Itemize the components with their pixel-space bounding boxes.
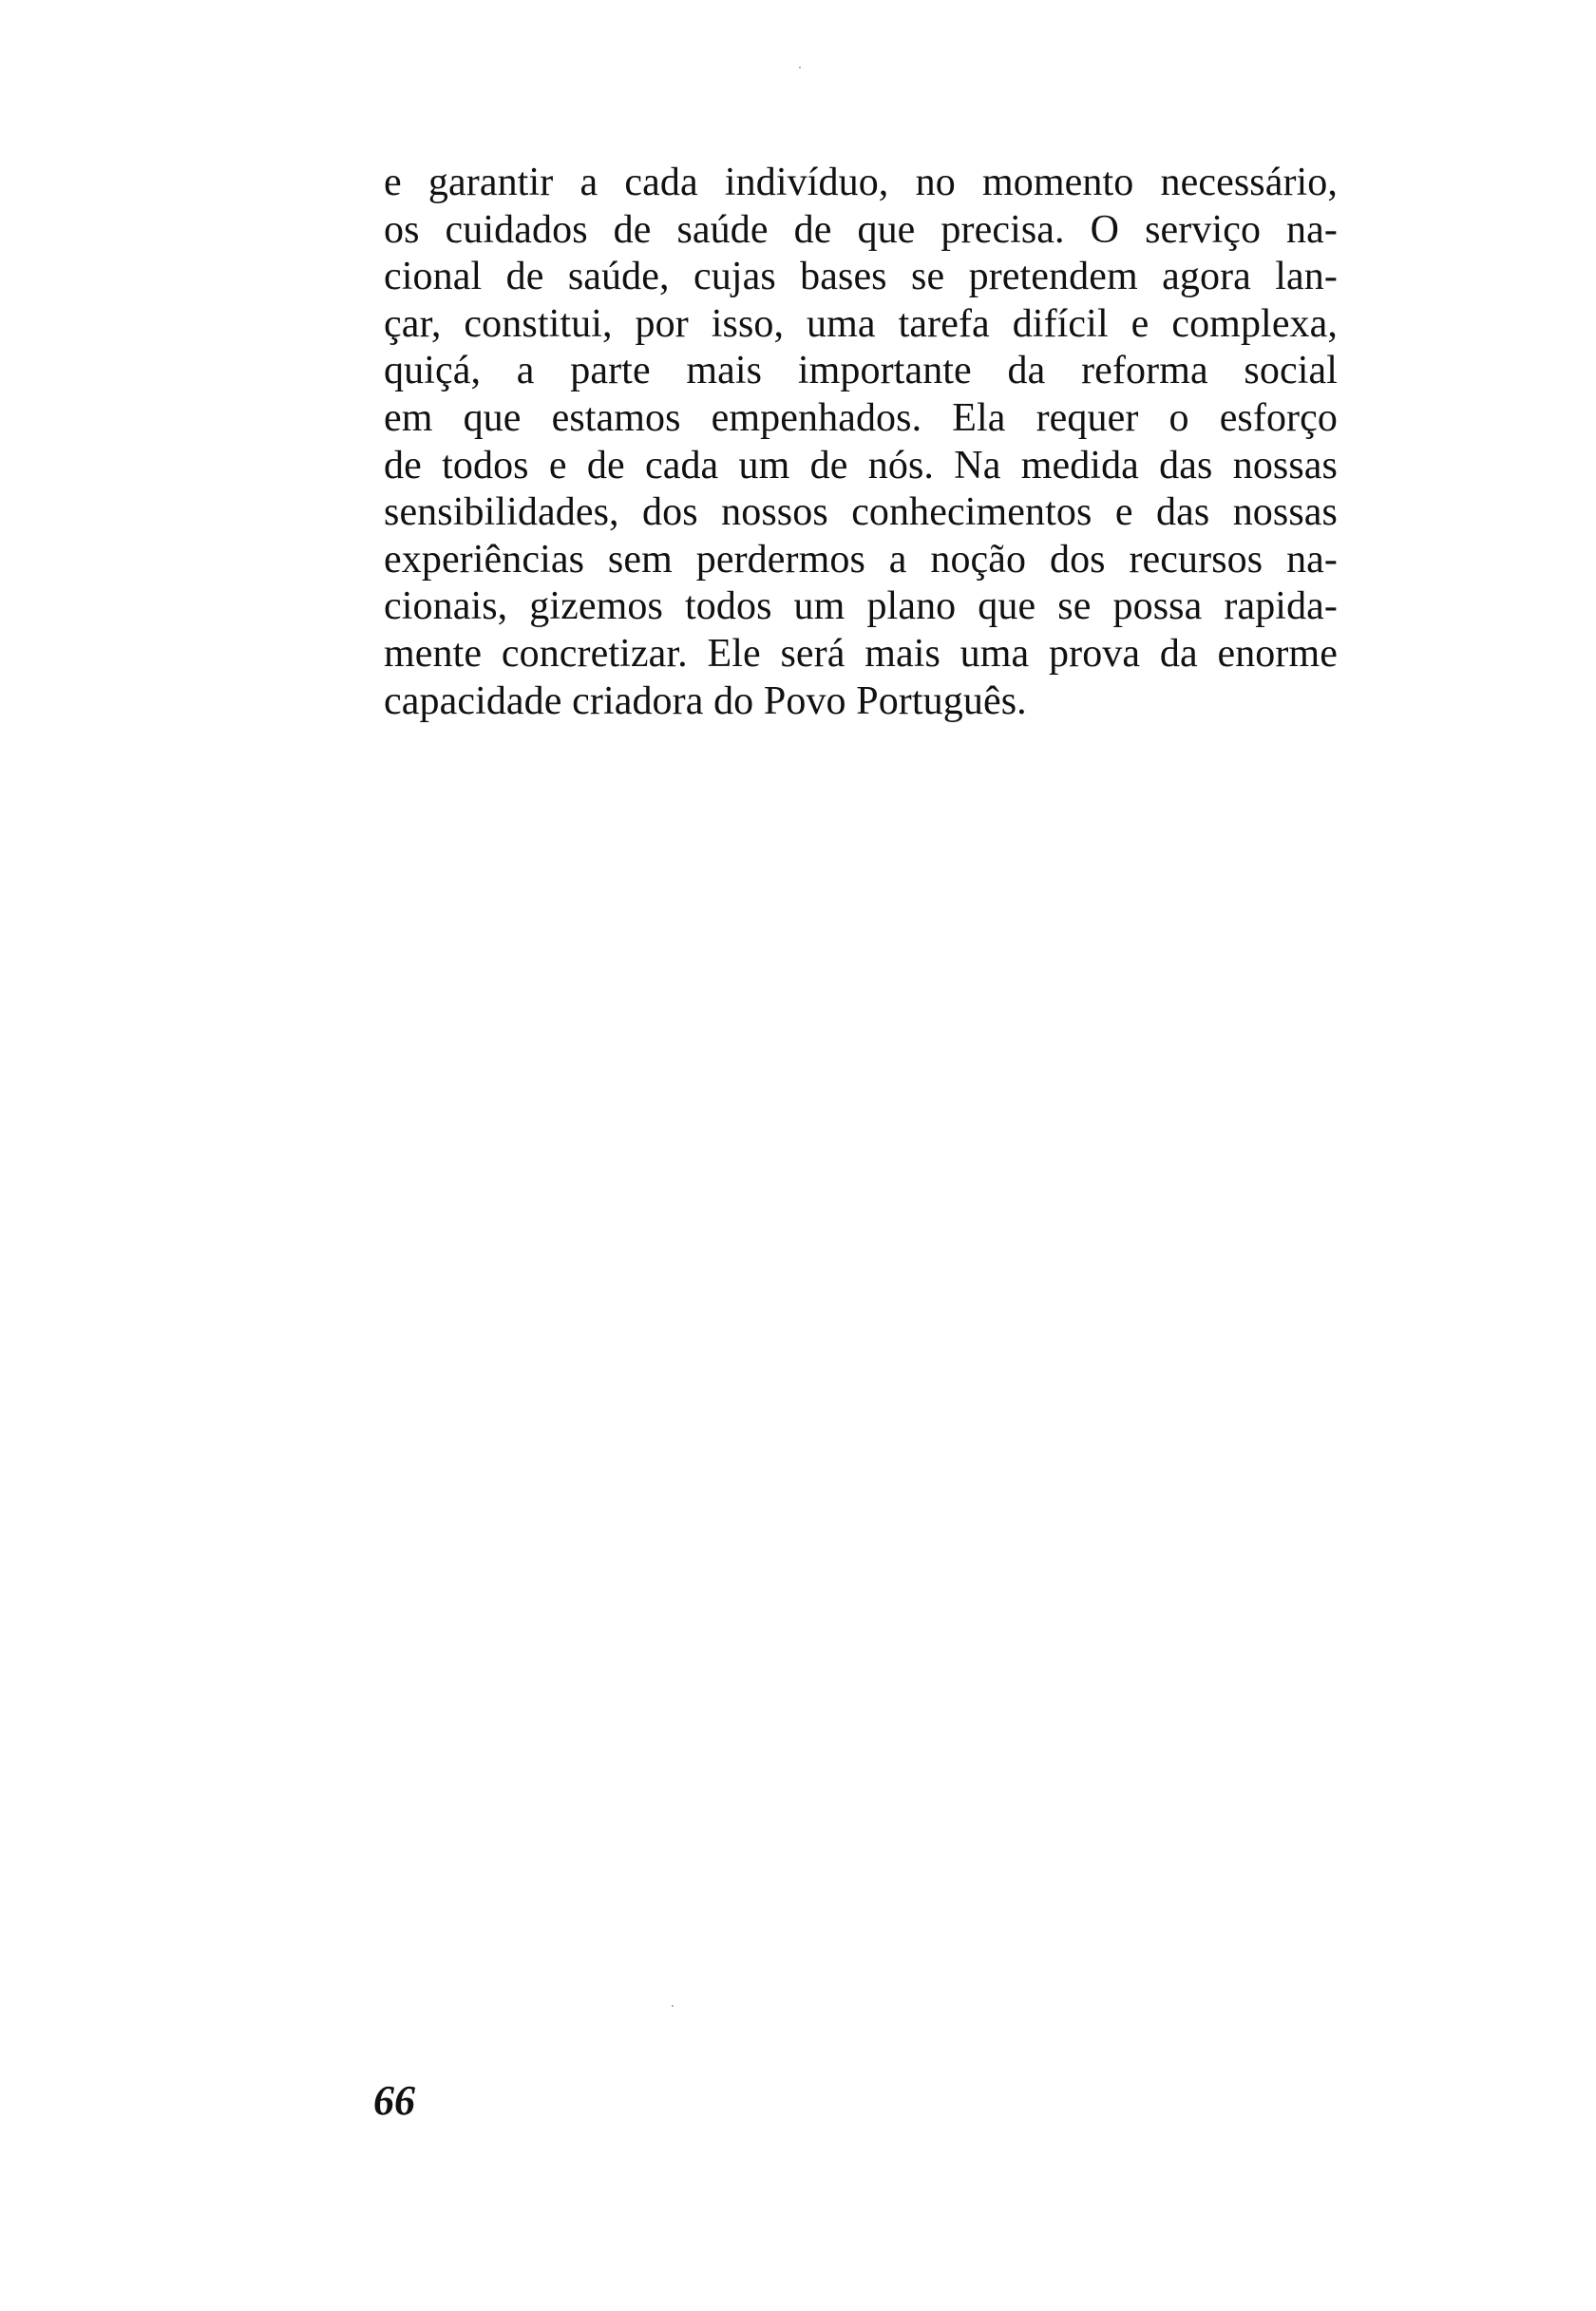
text-line: capacidade criadora do Povo Português.	[384, 678, 1027, 723]
body-text	[384, 160, 1338, 725]
text-line: os cuidados de saúde de que precisa. O serviço na-	[384, 207, 1338, 252]
text-line: experiências sem perdermos a noção dos recursos na-	[384, 537, 1338, 582]
text-line: quiçá, a parte mais importante da reforma social	[384, 349, 1338, 393]
page-number: 66	[373, 2077, 415, 2124]
text-line: sensibilidades, dos nossos conhecimentos e das nossas	[384, 490, 1338, 535]
text-line: cionais, gizemos todos um plano que se possa rapida-	[384, 584, 1338, 629]
scan-speck	[672, 2005, 674, 2007]
scan-speck	[799, 67, 801, 68]
text-line: cional de saúde, cujas bases se pretendem agora lan-	[384, 255, 1338, 299]
text-line: e garantir a cada indivíduo, no momento necessário,	[384, 161, 1338, 204]
text-line: em que estamos empenhados. Ela requer o esforço	[384, 395, 1338, 440]
text-line: de todos e de cada um de nós. Na medida das nossas	[384, 443, 1338, 487]
text-line: çar, constitui, por isso, uma tarefa difícil e complexa,	[384, 301, 1338, 346]
text-line: mente concretizar. Ele será mais uma prova da enorme	[384, 631, 1338, 676]
